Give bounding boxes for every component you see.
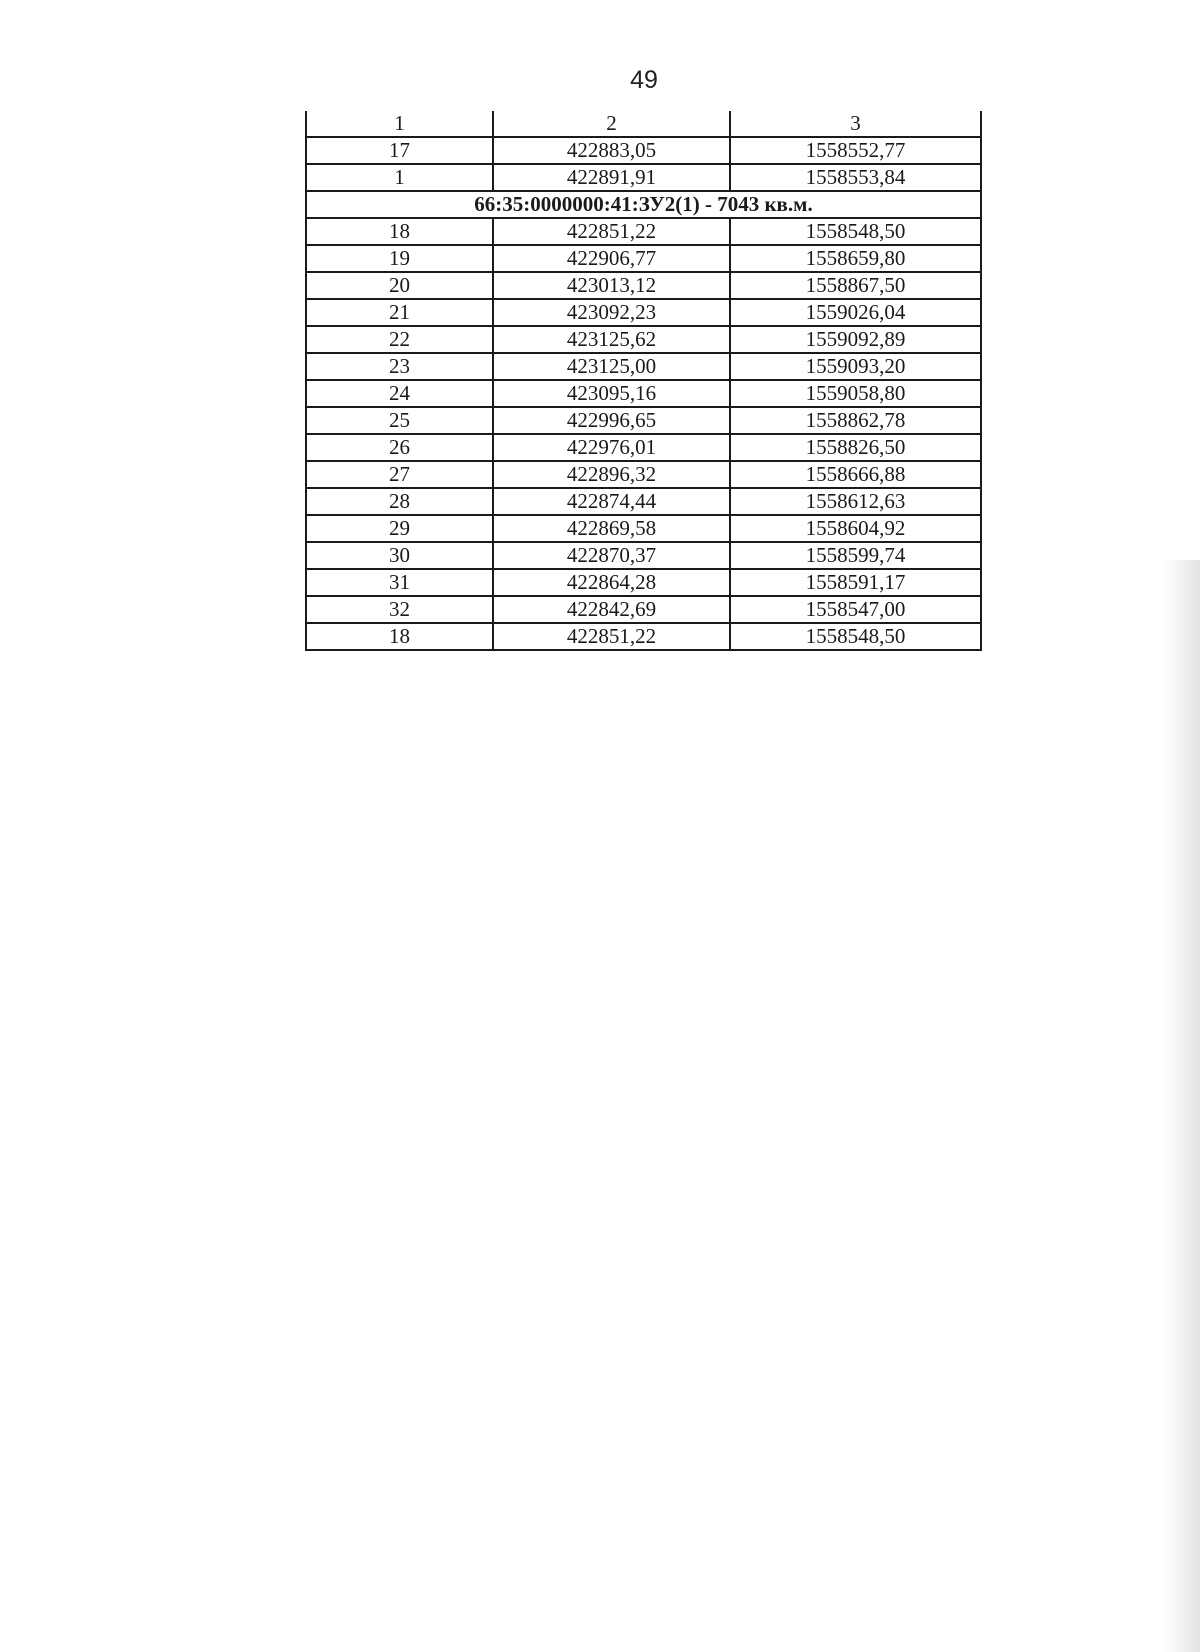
table-row — [306, 299, 981, 326]
point-number-cell: 32 — [306, 596, 493, 623]
x-coordinate-cell: 422851,22 — [493, 218, 730, 245]
table-row — [306, 218, 981, 245]
point-number-cell: 18 — [306, 218, 493, 245]
y-coordinate-cell: 1558826,50 — [730, 434, 981, 461]
x-coordinate-cell: 422851,22 — [493, 623, 730, 650]
x-coordinate-cell: 423095,16 — [493, 380, 730, 407]
table-row — [306, 569, 981, 596]
x-coordinate-cell: 423125,62 — [493, 326, 730, 353]
table-row — [306, 407, 981, 434]
table-row — [306, 623, 981, 650]
page-number: 49 — [630, 66, 658, 94]
y-coordinate-cell: 1559092,89 — [730, 326, 981, 353]
point-number-cell: 21 — [306, 299, 493, 326]
y-coordinate-cell: 1558548,50 — [730, 218, 981, 245]
x-coordinate-cell: 422996,65 — [493, 407, 730, 434]
point-number-cell: 17 — [306, 137, 493, 164]
point-number-cell: 31 — [306, 569, 493, 596]
point-number-cell: 20 — [306, 272, 493, 299]
table-row — [306, 245, 981, 272]
x-coordinate-cell: 422891,91 — [493, 164, 730, 191]
x-coordinate-cell: 423013,12 — [493, 272, 730, 299]
point-number-cell: 25 — [306, 407, 493, 434]
point-number-cell: 24 — [306, 380, 493, 407]
y-coordinate-cell: 1558548,50 — [730, 623, 981, 650]
x-coordinate-cell: 422842,69 — [493, 596, 730, 623]
x-coordinate-cell: 422883,05 — [493, 137, 730, 164]
point-number-cell: 27 — [306, 461, 493, 488]
y-coordinate-cell: 1558547,00 — [730, 596, 981, 623]
y-coordinate-cell: 1559093,20 — [730, 353, 981, 380]
y-coordinate-cell: 1558862,78 — [730, 407, 981, 434]
point-number-cell: 19 — [306, 245, 493, 272]
table-row — [306, 515, 981, 542]
x-coordinate-cell: 422870,37 — [493, 542, 730, 569]
y-coordinate-cell: 1558591,17 — [730, 569, 981, 596]
table-row — [306, 596, 981, 623]
point-number-cell: 28 — [306, 488, 493, 515]
table-row — [306, 542, 981, 569]
y-coordinate-cell: 1558867,50 — [730, 272, 981, 299]
y-coordinate-cell: 1558553,84 — [730, 164, 981, 191]
y-coordinate-cell: 1558659,80 — [730, 245, 981, 272]
table-row — [306, 488, 981, 515]
y-coordinate-cell: 1558552,77 — [730, 137, 981, 164]
y-coordinate-cell: 1558666,88 — [730, 461, 981, 488]
scan-edge-shadow — [1164, 560, 1200, 1652]
point-number-cell: 30 — [306, 542, 493, 569]
y-coordinate-cell: 1558604,92 — [730, 515, 981, 542]
point-number-cell: 26 — [306, 434, 493, 461]
x-coordinate-cell: 422976,01 — [493, 434, 730, 461]
x-coordinate-cell: 423125,00 — [493, 353, 730, 380]
coordinates-table — [305, 111, 982, 651]
x-coordinate-cell: 422906,77 — [493, 245, 730, 272]
point-number-cell: 1 — [306, 164, 493, 191]
x-coordinate-cell: 422864,28 — [493, 569, 730, 596]
table-row — [306, 353, 981, 380]
x-coordinate-cell: 422869,58 — [493, 515, 730, 542]
column-header: 2 — [493, 111, 730, 137]
point-number-cell: 29 — [306, 515, 493, 542]
section-title-row — [306, 191, 981, 218]
table-row — [306, 164, 981, 191]
table-row — [306, 272, 981, 299]
column-header: 1 — [306, 111, 493, 137]
table-row — [306, 434, 981, 461]
column-header: 3 — [730, 111, 981, 137]
y-coordinate-cell: 1558612,63 — [730, 488, 981, 515]
table-row — [306, 137, 981, 164]
x-coordinate-cell: 422896,32 — [493, 461, 730, 488]
x-coordinate-cell: 422874,44 — [493, 488, 730, 515]
table-row — [306, 461, 981, 488]
point-number-cell: 18 — [306, 623, 493, 650]
y-coordinate-cell: 1558599,74 — [730, 542, 981, 569]
section-title: 66:35:0000000:41:ЗУ2(1) - 7043 кв.м. — [306, 191, 981, 218]
point-number-cell: 23 — [306, 353, 493, 380]
table-row — [306, 326, 981, 353]
y-coordinate-cell: 1559026,04 — [730, 299, 981, 326]
table-row — [306, 380, 981, 407]
point-number-cell: 22 — [306, 326, 493, 353]
table-header-row — [306, 111, 981, 137]
y-coordinate-cell: 1559058,80 — [730, 380, 981, 407]
x-coordinate-cell: 423092,23 — [493, 299, 730, 326]
